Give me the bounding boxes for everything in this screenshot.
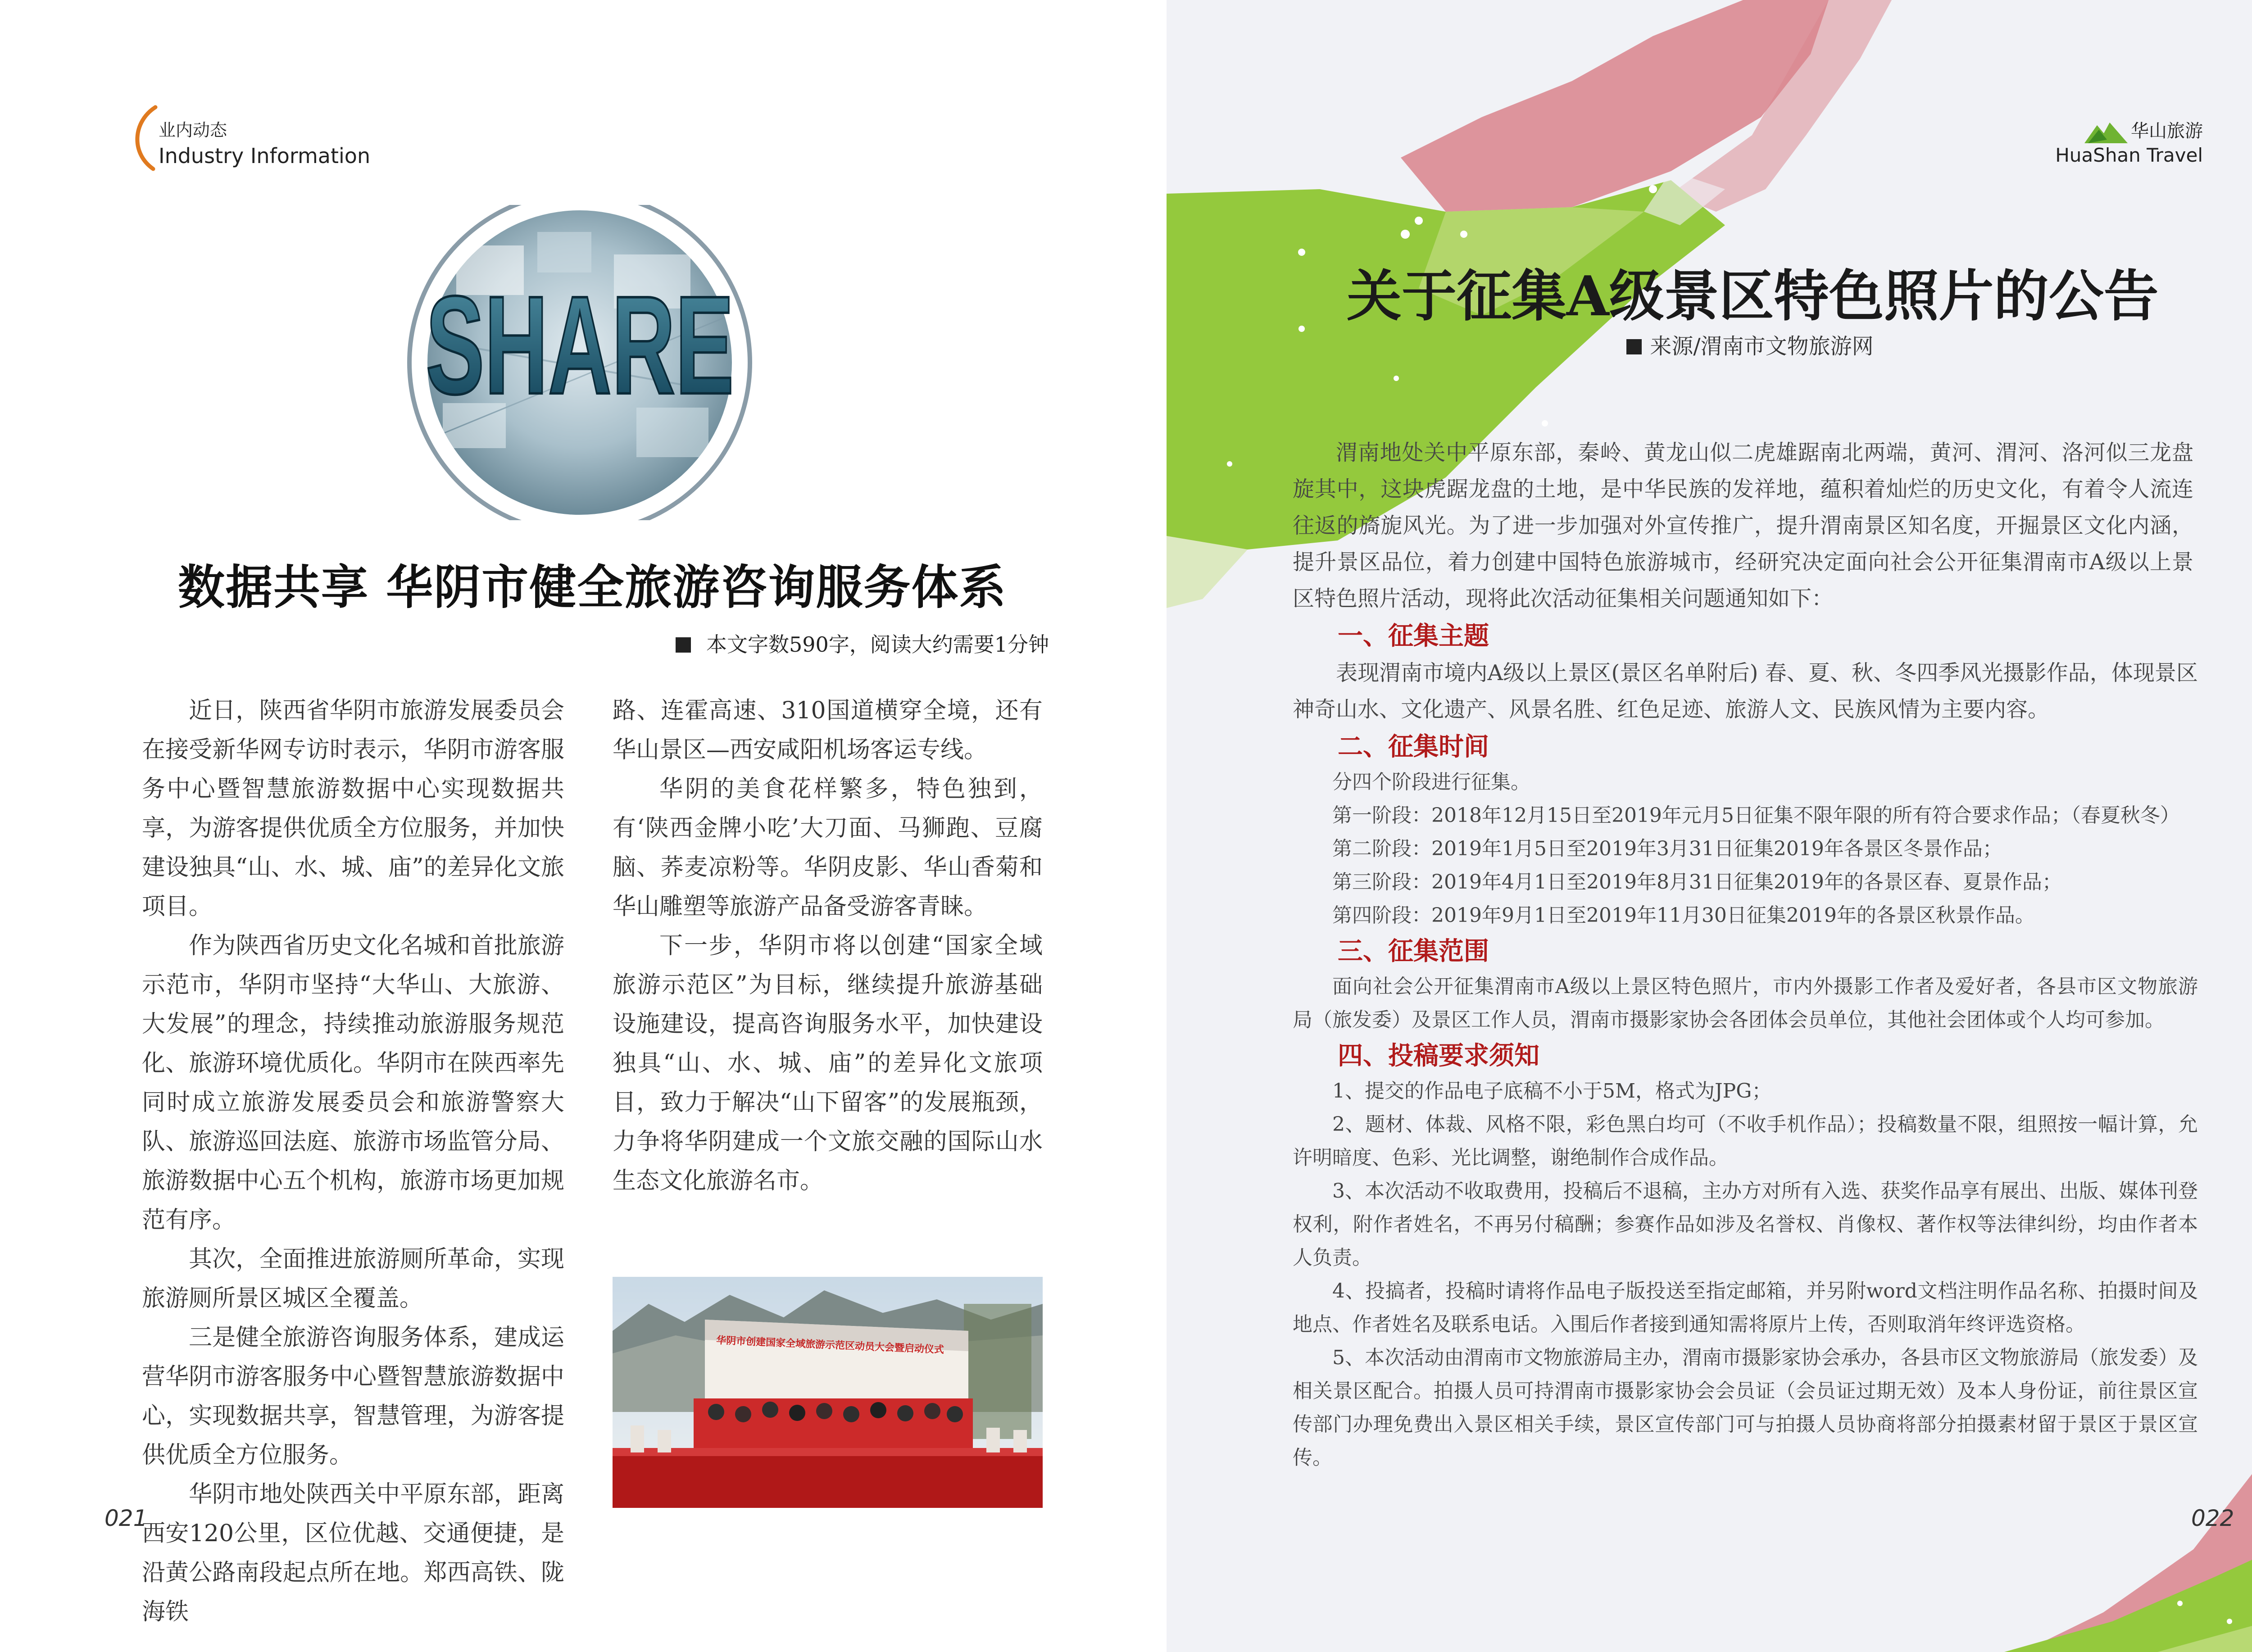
section-header: [159, 118, 370, 169]
article-column-1: [142, 691, 564, 1632]
brand-header: [2055, 119, 2203, 168]
section-text: 1、提交的作品电子底稿不小于5M，格式为JPG；: [1332, 1080, 1772, 1103]
article-title: 数据共享 华阴市健全旅游咨询服务体系: [178, 559, 1007, 615]
section-text: 第二阶段：2019年1月5日至2019年3月31日征集2019年各景区冬景作品；: [1332, 837, 2002, 860]
paragraph: 路、连霍高速、310国道横穿全境，还有华山景区—西安咸阳机场客运专线。: [613, 697, 1043, 763]
section-text: 第四阶段：2019年9月1日至2019年11月30日征集2019年的各景区秋景作品。: [1332, 904, 2035, 927]
share-logo-image: [402, 205, 757, 520]
notice-source: 来源/渭南市文物旅游网: [1167, 329, 2252, 360]
paragraph: 华阴市地处陕西关中平原东部，距离西安120公里，区位优越、交通便捷，是沿黄公路南段起点所在地。郑西高铁、陇海铁: [142, 1481, 564, 1625]
article-column-2: [613, 691, 1043, 1201]
section-text: 面向社会公开征集渭南市A级以上景区特色照片，市内外摄影工作者及爱好者，各县市区文物旅游局（旅发委）及景区工作人员，渭南市摄影家协会各团体会员单位，其他社会团体或个人均可参加。: [1293, 975, 2198, 1031]
section-text: 5、本次活动由渭南市文物旅游局主办，渭南市摄影家协会承办，各县市区文物旅游局（旅发委）及相关景区配合。拍摄人员可持渭南市摄影家协会会员证（会员证过期无效）及本人身份证，前往景区宣传部门办理免费出入景区相关手续，景区宣传部门可与拍摄人员协商将部分拍摄素材留于景区于景区宣传。: [1293, 1346, 2198, 1469]
paragraph: 三是健全旅游咨询服务体系，建成运营华阴市游客服务中心暨智慧旅游数据中心，实现数据共享，智慧管理，为游客提供优质全方位服务。: [142, 1324, 564, 1469]
right-page: [1167, 0, 2252, 1652]
section-text: 4、投搞者，投稿时请将作品电子版投送至指定邮箱，并另附word文档注明作品名称、拍摄时间及地点、作者姓名及联系电话。入围后作者接到通知需将原片上传，否则取消年终评选资格。: [1293, 1280, 2198, 1336]
notice-body: [1293, 435, 2252, 1475]
paragraph: 近日，陕西省华阴市旅游发展委员会在接受新华网专访时表示，华阴市游客服务中心暨智慧旅游数据中心实现数据共享，为游客提供优质全方位服务，并加快建设独具“山、水、城、庙”的差异化文旅项目。: [142, 697, 564, 920]
section-title-cn: 业内动态: [159, 120, 227, 140]
meta-square-icon: [676, 637, 691, 653]
section-heading: 二、征集时间: [1338, 732, 1489, 762]
paragraph: 华阴的美食花样繁多，特色独到，有‘陕西金牌小吃’大刀面、马狮跑、豆腐脑、荞麦凉粉等。华阴皮影、华山香菊和华山雕塑等旅游产品备受游客青睐。: [613, 776, 1043, 920]
section-heading: 一、征集主题: [1338, 621, 1489, 651]
page-number-left: 021: [104, 1505, 148, 1531]
paragraph: 作为陕西省历史文化名城和首批旅游示范市，华阴市坚持“大华山、大旅游、大发展”的理念，持续推动旅游服务规范化、旅游环境优质化。华阴市在陕西率先同时成立旅游发展委员会和旅游警察大队、旅游巡回法庭、旅游市场监管分局、旅游数据中心五个机构，旅游市场更加规范有序。: [142, 932, 564, 1234]
share-logo-text: SHARE: [426, 267, 734, 423]
paragraph: 其次，全面推进旅游厕所革命，实现旅游厕所景区城区全覆盖。: [142, 1246, 564, 1312]
page-number-right: 022: [2191, 1505, 2234, 1531]
notice-title: 关于征集A级景区特色照片的公告: [1347, 263, 2159, 328]
section-text: 第一阶段：2018年12月15日至2019年元月5日征集不限年限的所有符合要求作品；（春夏秋冬）: [1332, 804, 2180, 827]
brand-name-en: HuaShan Travel: [2055, 144, 2203, 166]
paragraph: 下一步，华阴市将以创建“国家全域旅游示范区”为目标，继续提升旅游基础设施建设，提高咨询服务水平，加快建设独具“山、水、城、庙”的差异化文旅项目，致力于解决“山下留客”的发展瓶颈，力争将华阴建成一个文旅交融的国际山水生态文化旅游名市。: [613, 932, 1043, 1194]
section-text: 第三阶段：2019年4月1日至2019年8月31日征集2019年的各景区春、夏景作品；: [1332, 871, 2062, 894]
section-text: 分四个阶段进行征集。: [1332, 771, 1530, 794]
section-title-en: Industry Information: [159, 144, 371, 168]
section-text: 表现渭南市境内A级以上景区(景区名单附后) 春、夏、秋、冬四季风光摄影作品，体现景区神奇山水、文化遗产、风景名胜、红色足迹、旅游人文、民族风情为主要内容。: [1293, 660, 2198, 722]
section-text: 3、本次活动不收取费用，投稿后不退稿，主办方对所有入选、获奖作品享有展出、出版、媒体刊登权利，附作者姓名，不再另付稿酬；参赛作品如涉及名誉权、肖像权、著作权等法律纠纷，均由作者本人负责。: [1293, 1180, 2198, 1269]
reading-time-text: 本文字数590字，阅读大约需要1分钟: [706, 632, 1049, 657]
notice-intro: 渭南地处关中平原东部，秦岭、黄龙山似二虎雄踞南北两端，黄河、渭河、洛河似三龙盘旋其中，这块虎踞龙盘的土地，是中华民族的发祥地，蕴积着灿烂的历史文化，有着令人流连往返的旖旎风光。为了进一步加强对外宣传推广，提升渭南景区知名度，开掘景区文化内涵，提升景区品位，着力创建中国特色旅游城市，经研究决定面向社会公开征集渭南市A级以上景区特色照片活动，现将此次活动征集相关问题通知如下：: [1293, 440, 2193, 611]
section-text: 2、题材、体裁、风格不限，彩色黑白均可（不收手机作品）；投稿数量不限，组照按一幅计算，允许明暗度、色彩、光比调整，谢绝制作合成作品。: [1293, 1113, 2198, 1169]
banner-text: 华阴市创建国家全域旅游示范区动员大会暨启动仪式: [716, 1334, 944, 1356]
event-photo: [613, 1277, 1043, 1508]
section-heading: 四、投稿要求须知: [1338, 1041, 1539, 1071]
brand-name-cn: 华山旅游: [2131, 121, 2203, 141]
article-meta: [676, 628, 1049, 658]
section-heading: 三、征集范围: [1338, 936, 1489, 966]
